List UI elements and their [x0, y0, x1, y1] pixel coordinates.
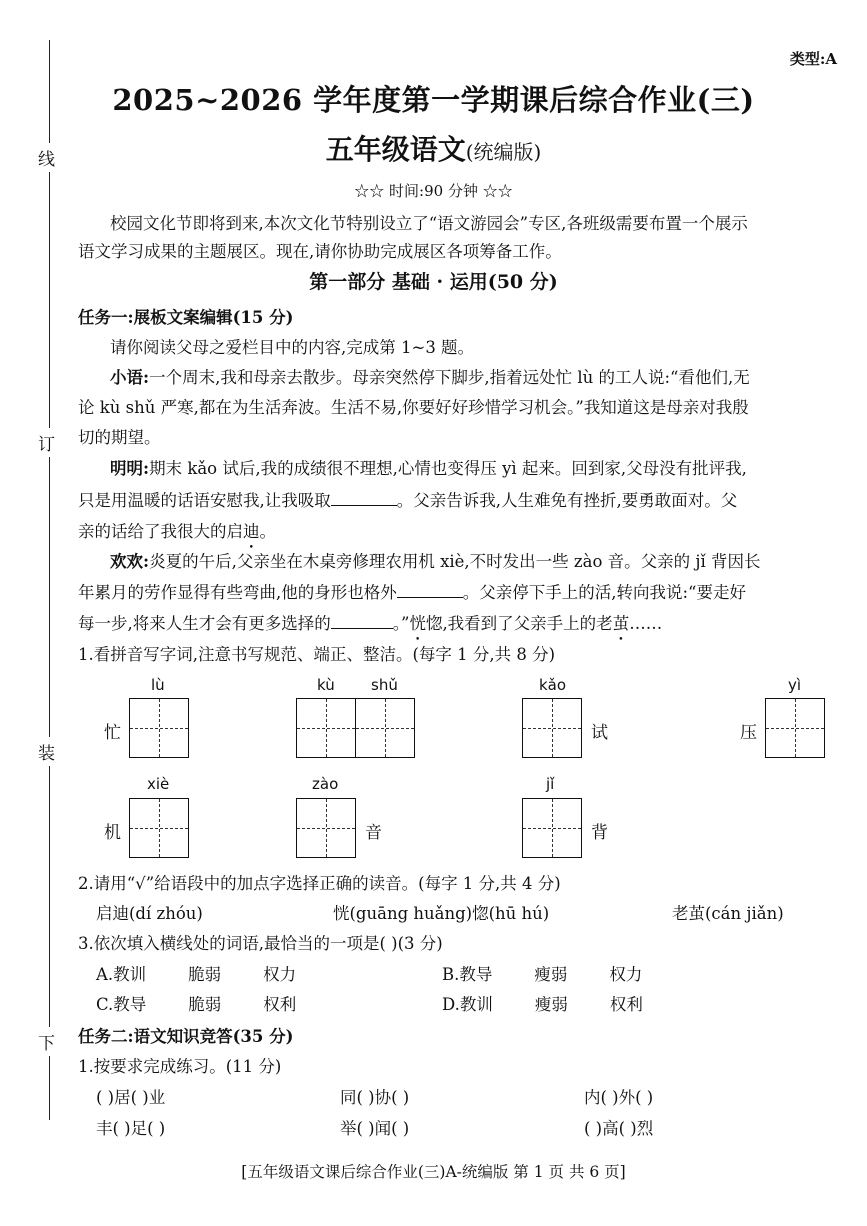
- q2-option-jian[interactable]: 老茧(cán jiǎn): [672, 904, 784, 923]
- writing-grid-lu[interactable]: [129, 698, 189, 758]
- q3-a-1: A.教训: [96, 965, 147, 984]
- blank-3[interactable]: [331, 614, 393, 629]
- q3-d-3: 权利: [609, 995, 643, 1014]
- mingming-text-3b: 。: [259, 522, 276, 541]
- intro-line-1: 校园文化节即将到来,本次文化节特别设立了“语文游园会”专区,各班级需要布置一个展示: [110, 214, 748, 233]
- mingming-speaker: 明明:: [110, 459, 150, 478]
- char-ji: 机: [104, 823, 121, 843]
- mingming-text-1: 期末 kǎo 试后,我的成绩很不理想,心情也变得压 yì 起来。回到家,父母没有批评我,: [149, 459, 747, 478]
- idiom-fill-6[interactable]: ( )高( )烈: [584, 1119, 654, 1138]
- writing-grid-kao[interactable]: [522, 698, 582, 758]
- mingming-text-2a: 只是用温暖的话语安慰我,让我吸取: [78, 491, 331, 510]
- q3-d-1: D.教训: [442, 995, 493, 1014]
- huanhuan-text-3d: ……: [629, 614, 663, 633]
- binding-mark-zhuang: 装: [38, 737, 55, 766]
- writing-grid-yi[interactable]: [765, 698, 825, 758]
- q3-a-2: 脆弱: [188, 965, 222, 984]
- q3-d-2: 瘦弱: [534, 995, 568, 1014]
- q3-option-d[interactable]: [442, 991, 643, 1015]
- writing-grid-kushu[interactable]: [296, 698, 415, 758]
- q3-option-c[interactable]: [96, 991, 296, 1015]
- huanhuan-text-2b: 。父亲停下手上的活,转向我说:“要走好: [462, 583, 746, 602]
- writing-grid-xie[interactable]: [129, 798, 189, 858]
- q3-option-b[interactable]: [442, 961, 642, 985]
- binding-mark-ding: 订: [38, 428, 55, 457]
- section-title-part1: 第一部分 基础 · 运用(50 分): [309, 271, 558, 293]
- task1-instruction: 请你阅读父母之爱栏目中的内容,完成第 1~3 题。: [110, 338, 475, 357]
- pinyin-kao: kǎo: [539, 676, 567, 694]
- char-shi: 试: [591, 723, 608, 743]
- char-ya: 压: [740, 723, 757, 743]
- huanhuan-line-1: [110, 548, 761, 572]
- dotted-char-huang: 恍: [409, 614, 426, 633]
- xiaoyu-line-3: 切的期望。: [78, 428, 161, 447]
- huanhuan-text-2a: 年累月的劳作显得有些弯曲,他的身形也格外: [78, 583, 397, 602]
- xiaoyu-line-2: 论 kù shǔ 严寒,都在为生活奔波。生活不易,你要好好珍惜学习机会。”我知道这是母亲对我殷: [78, 398, 749, 417]
- char-yin: 音: [365, 823, 382, 843]
- huanhuan-line-2: [78, 579, 746, 603]
- paper-type-label: 类型:A: [789, 50, 837, 68]
- q3-option-a[interactable]: [96, 961, 296, 985]
- q3-a-3: 权力: [263, 965, 297, 984]
- huanhuan-line-3: [78, 610, 662, 634]
- dotted-char-jian: 茧: [612, 614, 630, 633]
- pinyin-lu: lù: [151, 676, 165, 694]
- exam-subtitle: [0, 128, 867, 168]
- subtitle-edition: (统编版): [465, 140, 542, 164]
- pinyin-xie: xiè: [147, 775, 170, 793]
- mingming-line-3: [78, 518, 276, 542]
- pinyin-shu: shǔ: [371, 676, 398, 694]
- pinyin-yi: yì: [788, 676, 802, 694]
- q3-c-1: C.教导: [96, 995, 147, 1014]
- huanhuan-text-1: 炎夏的午后,父亲坐在木桌旁修理农用机 xiè,不时发出一些 zào 音。父亲的 jǐ 背因长: [149, 552, 761, 571]
- char-mang: 忙: [104, 723, 121, 743]
- binding-line: [49, 40, 50, 1120]
- task2-q1-prompt: 1.按要求完成练习。(11 分): [78, 1057, 282, 1076]
- q3-prompt: 3.依次填入横线处的词语,最恰当的一项是( )(3 分): [78, 934, 443, 953]
- mingming-line-2: [78, 487, 737, 511]
- dotted-char-di: 迪: [243, 522, 260, 541]
- q3-c-2: 脆弱: [188, 995, 222, 1014]
- idiom-fill-3[interactable]: 内( )外( ): [584, 1088, 654, 1107]
- pinyin-ku: kù: [317, 676, 335, 694]
- intro-line-2: 语文学习成果的主题展区。现在,请你协助完成展区各项筹备工作。: [78, 242, 562, 261]
- subtitle-main: 五年级语文: [325, 133, 466, 166]
- exam-title: 2025~2026 学年度第一学期课后综合作业(三): [112, 83, 755, 117]
- q3-b-1: B.教导: [442, 965, 493, 984]
- huanhuan-text-3c: 惚,我看到了父亲手上的老: [425, 614, 613, 633]
- pinyin-ji: jǐ: [546, 775, 555, 793]
- huanhuan-speaker: 欢欢:: [110, 552, 150, 571]
- idiom-fill-5[interactable]: 举( )闻( ): [340, 1119, 410, 1138]
- idiom-fill-4[interactable]: 丰( )足( ): [96, 1119, 166, 1138]
- task2-title: 任务二:语文知识竞答(35 分): [78, 1027, 294, 1046]
- task1-title: 任务一:展板文案编辑(15 分): [78, 308, 294, 327]
- binding-mark-xian: 线: [38, 143, 55, 172]
- blank-2[interactable]: [397, 583, 463, 598]
- idiom-fill-1[interactable]: ( )居( )业: [96, 1088, 166, 1107]
- q2-prompt: 2.请用“√”给语段中的加点字选择正确的读音。(每字 1 分,共 4 分): [78, 874, 561, 893]
- q3-c-3: 权利: [263, 995, 297, 1014]
- xiaoyu-text-1: 一个周末,我和母亲去散步。母亲突然停下脚步,指着远处忙 lù 的工人说:“看他们,无: [149, 368, 750, 387]
- huanhuan-text-3a: 每一步,将来人生才会有更多选择的: [78, 614, 331, 633]
- q3-b-2: 瘦弱: [534, 965, 568, 984]
- mingming-text-2b: 。父亲告诉我,人生难免有挫折,要勇敢面对。父: [396, 491, 738, 510]
- exam-time: ☆☆ 时间:90 分钟 ☆☆: [354, 182, 513, 200]
- q2-option-di[interactable]: 启迪(dí zhóu): [96, 904, 203, 923]
- page-footer: [五年级语文课后综合作业(三)A-统编版 第 1 页 共 6 页]: [241, 1163, 626, 1181]
- pinyin-zao: zào: [312, 775, 339, 793]
- huanhuan-text-3b: 。”: [392, 614, 410, 633]
- mingming-line-1: [110, 455, 747, 479]
- binding-mark-xia: 下: [38, 1027, 55, 1056]
- writing-grid-zao[interactable]: [296, 798, 356, 858]
- blank-1[interactable]: [331, 491, 397, 506]
- idiom-fill-2[interactable]: 同( )协( ): [340, 1088, 410, 1107]
- q3-b-3: 权力: [609, 965, 643, 984]
- mingming-text-3a: 亲的话给了我很大的启: [78, 522, 243, 541]
- q2-option-huanghu[interactable]: 恍(guāng huǎng)惚(hū hú): [333, 904, 550, 923]
- writing-grid-ji[interactable]: [522, 798, 582, 858]
- xiaoyu-line-1: [110, 364, 750, 388]
- char-bei: 背: [591, 823, 608, 843]
- xiaoyu-speaker: 小语:: [110, 368, 150, 387]
- q1-prompt: 1.看拼音写字词,注意书写规范、端正、整洁。(每字 1 分,共 8 分): [78, 645, 556, 664]
